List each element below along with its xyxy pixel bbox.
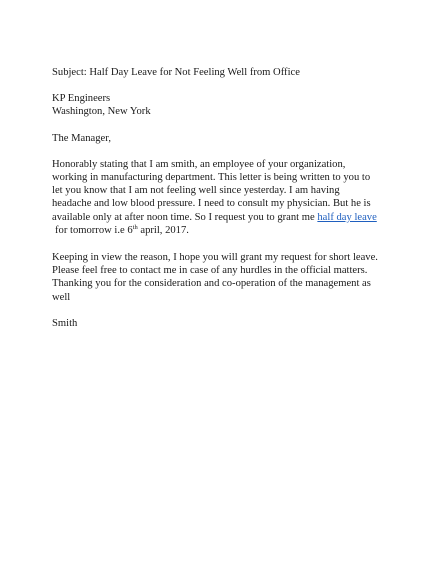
spacer: [52, 237, 392, 251]
date-text: for tomorrow i.e 6: [55, 224, 133, 236]
paragraph-line: Honorably stating that I am smith, an employee of your organization,: [52, 158, 346, 170]
half-day-leave-link[interactable]: half day leave: [317, 211, 377, 223]
spacer: [52, 119, 392, 132]
paragraph-line: well: [52, 291, 71, 303]
sender-company: KP Engineers: [52, 93, 111, 105]
spacer: [52, 79, 392, 92]
date-ordinal: th: [132, 223, 138, 231]
paragraph-line: headache and low blood pressure. I need to consult my physician. But he is: [52, 198, 371, 210]
paragraph-line: Please feel free to contact me in case of any hurdles in the official matters.: [52, 265, 368, 277]
paragraph-line: [52, 211, 392, 224]
date-suffix: april, 2017.: [137, 224, 189, 236]
paragraph-line-text: available only at after noon time. So I request you to grant me: [52, 211, 315, 223]
paragraph-request: [52, 158, 392, 237]
subject-line: Subject: Half Day Leave for Not Feeling Well from Office: [52, 67, 300, 78]
salutation: The Manager,: [52, 132, 111, 144]
paragraph-line: [52, 224, 392, 237]
paragraph-line: let you know that I am not feeling well since yesterday. I am having: [52, 185, 340, 197]
sender-location: Washington, New York: [52, 106, 151, 118]
paragraph-closing: [52, 251, 392, 304]
spacer: [52, 304, 392, 317]
spacer: [52, 145, 392, 158]
paragraph-line: Thanking you for the consideration and co-operation of the management as: [52, 278, 371, 290]
signature: Smith: [52, 317, 78, 329]
letter-body: [52, 66, 392, 330]
paragraph-line: working in manufacturing department. This letter is being written to you to: [52, 172, 371, 184]
paragraph-line: Keeping in view the reason, I hope you will grant my request for short leave.: [52, 252, 378, 264]
